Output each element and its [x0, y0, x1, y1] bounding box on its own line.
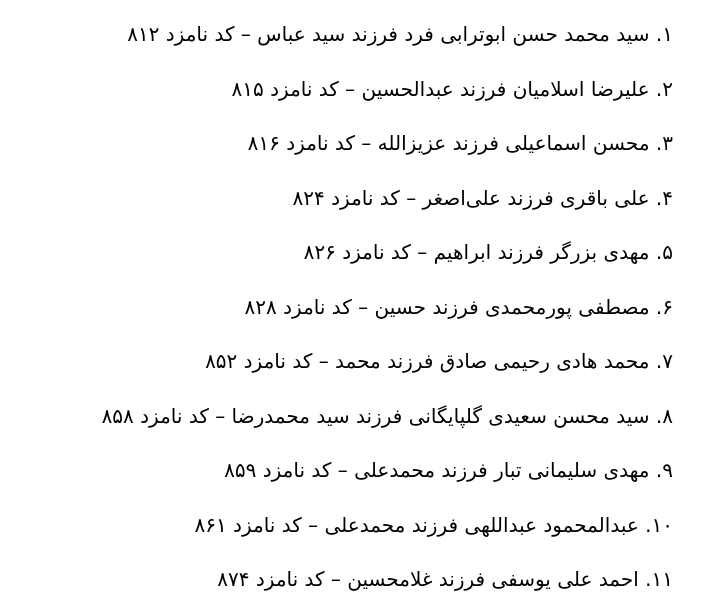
candidate-list — [13, 11, 673, 611]
item-number: ۸. — [655, 403, 673, 428]
item-text: محمد هادی رحیمی صادق فرزند محمد – کد نامزد ۸۵۲ — [205, 349, 650, 373]
list-item — [13, 175, 673, 230]
item-number: ۱۱. — [645, 567, 673, 591]
item-number: ۲. — [655, 76, 673, 101]
item-text: سید محمد حسن ابوترابی فرد فرزند سید عباس – کد نامزد ۸۱۲ — [127, 22, 650, 46]
item-text: مهدی بزرگر فرزند ابراهیم – کد نامزد ۸۲۶ — [303, 240, 650, 264]
item-number: ۱۰. — [645, 512, 673, 537]
list-item — [13, 556, 673, 611]
item-text: مصطفی پورمحمدی فرزند حسین – کد نامزد ۸۲۸ — [244, 294, 650, 319]
list-item — [13, 393, 673, 448]
list-item — [13, 120, 673, 175]
list-item — [13, 284, 673, 339]
item-number: ۱. — [655, 22, 673, 46]
item-number: ۳. — [655, 131, 673, 155]
list-item — [13, 229, 673, 284]
item-text: سید محسن سعیدی گلپایگانی فرزند سید محمدرضا – کد نامزد ۸۵۸ — [101, 403, 650, 428]
item-number: ۵. — [655, 240, 673, 264]
list-item — [13, 447, 673, 502]
item-text: مهدی سلیمانی تبار فرزند محمدعلی – کد نامزد ۸۵۹ — [224, 458, 650, 482]
list-item — [13, 338, 673, 393]
item-number: ۶. — [655, 294, 673, 319]
item-number: ۹. — [655, 458, 673, 482]
item-number: ۷. — [655, 349, 673, 373]
list-item — [13, 502, 673, 557]
item-number: ۴. — [655, 185, 673, 210]
item-text: علی باقری فرزند علی‌اصغر – کد نامزد ۸۲۴ — [292, 185, 650, 210]
list-item — [13, 66, 673, 121]
item-text: احمد علی یوسفی فرزند غلامحسین – کد نامزد ۸۷۴ — [217, 567, 639, 591]
list-item — [13, 11, 673, 66]
item-text: علیرضا اسلامیان فرزند عبدالحسین – کد نامزد ۸۱۵ — [231, 76, 650, 101]
item-text: عبدالمحمود عبداللهی فرزند محمدعلی – کد نامزد ۸۶۱ — [194, 512, 639, 537]
item-text: محسن اسماعیلی فرزند عزیزالله – کد نامزد ۸۱۶ — [247, 131, 650, 155]
